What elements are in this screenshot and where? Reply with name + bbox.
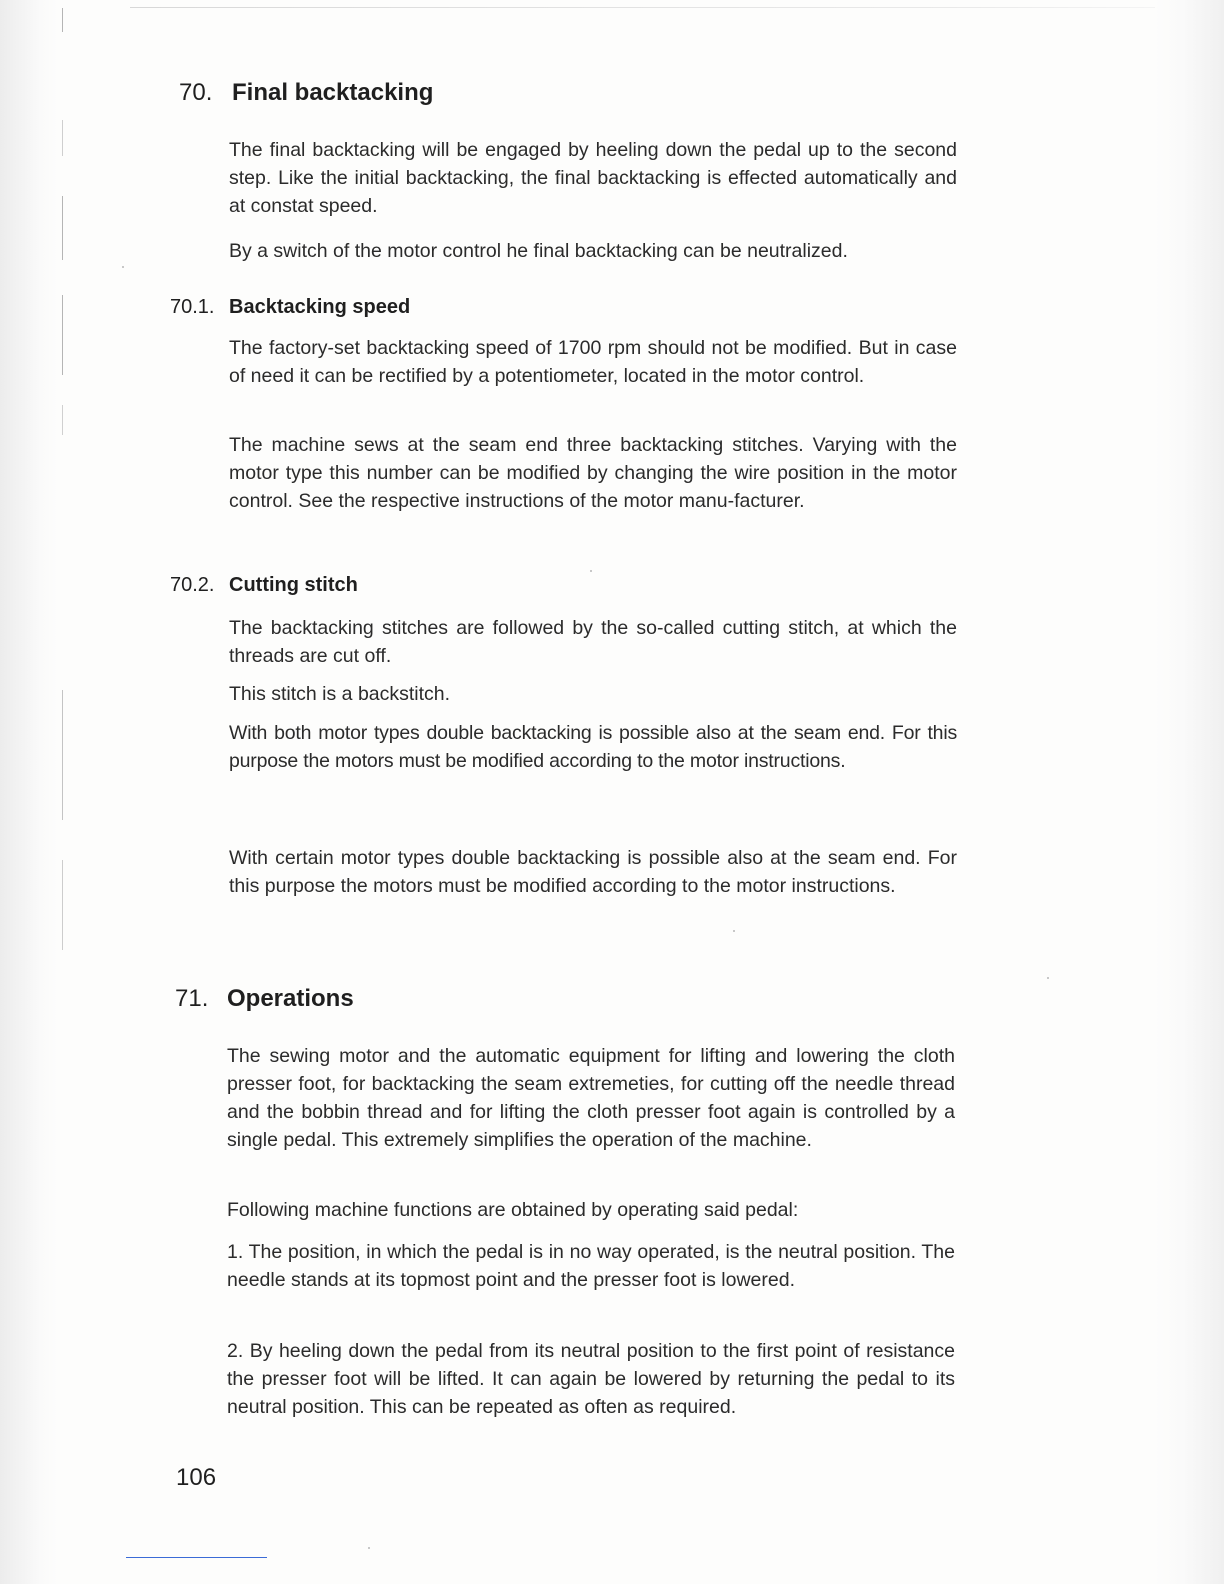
margin-mark: [62, 405, 63, 435]
margin-mark: [62, 860, 63, 950]
paragraph: The factory-set backtacking speed of 1700 rpm should not be modified. But in case of need it can be rectified by a potentiometer, located in the motor control.: [229, 337, 957, 387]
section-number: 70.2.: [170, 574, 215, 596]
paragraph: The backtacking stitches are followed by the so-called cutting stitch, at which the threads are cut off.: [229, 617, 957, 667]
section-title: Final backtacking: [232, 79, 434, 106]
section-number: 71.: [175, 985, 209, 1012]
list-item: 2. By heeling down the pedal from its neutral position to the first point of resistance the presser foot will be lifted. It can again be lowered by returning the pedal to its neutral position. This can be repeated as often as required.: [227, 1340, 955, 1418]
section-heading-70-2: [170, 573, 358, 597]
section-title: Backtacking speed: [229, 296, 411, 318]
scan-speck: [733, 930, 735, 932]
paragraph: By a switch of the motor control he final backtacking can be neutralized.: [229, 240, 848, 262]
paragraph: The sewing motor and the automatic equipment for lifting and lowering the cloth presser foot, for backtacking the seam extremeties, for cutting off the needle thread and the bobbin thread and for lifting the cloth presser foot again is controlled by a single pedal. This extremely simplifies the operation of the machine.: [227, 1045, 955, 1151]
section-number: 70.: [179, 79, 213, 106]
list-item: 1. The position, in which the pedal is in no way operated, is the neutral position. The needle stands at its topmost point and the presser foot is lowered.: [227, 1241, 955, 1291]
section-number: 70.1.: [170, 296, 215, 318]
scan-shadow-right: [1154, 0, 1224, 1584]
margin-mark: [62, 295, 63, 375]
section-heading-70-1: [170, 295, 411, 319]
paragraph: Following machine functions are obtained by operating said pedal:: [227, 1199, 799, 1221]
section-heading-71: [175, 985, 354, 1013]
section-title: Operations: [227, 985, 354, 1012]
paragraph: The final backtacking will be engaged by heeling down the pedal up to the second step. Like the initial backtacking, the final backtacking is effected automatically and at constat speed.: [229, 139, 957, 217]
top-rule: [130, 7, 1155, 8]
margin-mark: [62, 8, 63, 32]
margin-mark: [62, 196, 63, 260]
scan-speck: [368, 1547, 370, 1549]
paragraph: With certain motor types double backtacking is possible also at the seam end. For this purpose the motors must be modified according to the motor instructions.: [229, 847, 957, 897]
scan-speck: [122, 266, 124, 268]
margin-mark: [62, 690, 63, 820]
paragraph: The machine sews at the seam end three backtacking stitches. Varying with the motor type this number can be modified by changing the wire position in the motor control. See the respective instructions of the motor manu-facturer.: [229, 434, 957, 512]
page-number: 106: [176, 1464, 217, 1491]
paragraph: This stitch is a backstitch.: [229, 683, 451, 705]
scan-speck: [1047, 977, 1049, 979]
scan-speck: [590, 570, 592, 572]
paragraph: With both motor types double backtacking is possible also at the seam end. For this purpose the motors must be modified according to the motor instructions.: [229, 722, 957, 772]
section-heading-70: [179, 79, 434, 107]
scan-shadow-left: [0, 0, 58, 1584]
margin-mark: [62, 120, 63, 156]
bottom-rule: [126, 1557, 267, 1558]
section-title: Cutting stitch: [229, 574, 358, 596]
